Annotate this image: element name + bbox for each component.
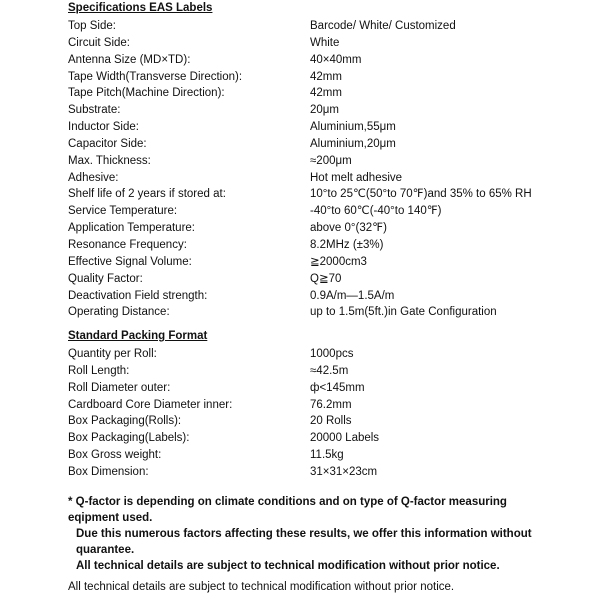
spec-row: [68, 119, 588, 136]
spec-label: Substrate:: [68, 104, 121, 117]
packing-label: Box Dimension:: [68, 465, 149, 478]
packing-label: Box Gross weight:: [68, 449, 162, 462]
packing-label: Box Packaging(Labels):: [68, 432, 190, 445]
spec-label: Antenna Size (MD×TD):: [68, 53, 191, 66]
spec-label: Effective Signal Volume:: [68, 255, 192, 268]
spec-label: Tape Width(Transverse Direction):: [68, 70, 243, 83]
spec-row: [68, 136, 588, 153]
spec-row: [68, 52, 588, 69]
spec-value: Aluminium,20μm: [310, 137, 396, 150]
spec-value: -40°to 60℃(-40°to 140℉): [310, 205, 442, 218]
packing-row: [68, 397, 588, 414]
spec-value: Barcode/ White/ Customized: [310, 20, 456, 32]
spec-label: Quality Factor:: [68, 272, 143, 285]
spec-row: [68, 85, 588, 102]
spec-value: ≧2000cm3: [310, 255, 367, 268]
spec-row: [68, 153, 588, 170]
spec-value: 8.2MHz (±3%): [310, 238, 384, 251]
packing-section-title: Standard Packing Format: [68, 330, 208, 342]
packing-row: [68, 346, 588, 363]
spec-value: 42mm: [310, 87, 342, 100]
spec-label: Tape Pitch(Machine Direction):: [68, 87, 225, 100]
spec-label: Shelf life of 2 years if stored at:: [68, 188, 226, 201]
spec-row: [68, 170, 588, 187]
packing-value: 76.2mm: [310, 398, 352, 411]
spec-label: Service Temperature:: [68, 205, 178, 218]
spec-row: [68, 35, 588, 52]
spec-row: [68, 18, 588, 35]
spec-value: 20μm: [310, 104, 339, 117]
packing-label: Box Packaging(Rolls):: [68, 415, 182, 428]
spec-value: 10°to 25℃(50°to 70℉)and 35% to 65% RH: [310, 188, 532, 201]
packing-label: Roll Length:: [68, 364, 130, 377]
q-factor-note: * Q-factor is depending on climate conditions and on type of Q-factor measuring eqipment used.: [68, 496, 507, 524]
packing-row: [68, 447, 588, 464]
spec-row: [68, 288, 588, 305]
spec-label: Operating Distance:: [68, 306, 170, 319]
spec-section-title: Specifications EAS Labels: [68, 2, 213, 14]
packing-value: 1000pcs: [310, 348, 354, 360]
spec-value: Aluminium,55μm: [310, 121, 396, 134]
spec-label: Deactivation Field strength:: [68, 289, 208, 302]
spec-label: Inductor Side:: [68, 121, 139, 134]
spec-value: 40×40mm: [310, 53, 362, 66]
spec-row: [68, 271, 588, 288]
packing-value: 31×31×23cm: [310, 465, 378, 478]
spec-label: Resonance Frequency:: [68, 238, 187, 251]
spec-label: Capacitor Side:: [68, 137, 147, 150]
spec-row: [68, 69, 588, 86]
packing-value: 20 Rolls: [310, 415, 352, 428]
technical-note: All technical details are subject to technical modification without prior notice.: [76, 560, 500, 572]
footer-note: All technical details are subject to technical modification without prior notice.: [68, 581, 455, 593]
spec-row: [68, 203, 588, 220]
spec-row: [68, 254, 588, 271]
spec-value: Hot melt adhesive: [310, 171, 403, 184]
packing-table: [68, 346, 588, 481]
spec-value: 42mm: [310, 70, 342, 83]
notes-block: [68, 494, 538, 574]
spec-row: [68, 186, 588, 203]
packing-row: [68, 413, 588, 430]
spec-label: Application Temperature:: [68, 222, 195, 235]
packing-value: 11.5kg: [310, 449, 344, 462]
spec-value: ≈200μm: [310, 154, 352, 167]
packing-value: ≈42.5m: [310, 364, 349, 377]
packing-value: ф<145mm: [310, 381, 365, 394]
spec-value: 0.9A/m—1.5A/m: [310, 289, 395, 302]
packing-value: 20000 Labels: [310, 432, 380, 445]
spec-row: [68, 304, 588, 321]
spec-value: White: [310, 36, 340, 49]
spec-row: [68, 237, 588, 254]
spec-label: Max. Thickness:: [68, 154, 151, 167]
packing-row: [68, 380, 588, 397]
packing-row: [68, 363, 588, 380]
spec-row: [68, 220, 588, 237]
spec-label: Top Side:: [68, 20, 116, 32]
packing-label: Quantity per Roll:: [68, 348, 157, 360]
spec-label: Adhesive:: [68, 171, 119, 184]
spec-value: Q≧70: [310, 272, 342, 285]
packing-label: Roll Diameter outer:: [68, 381, 171, 394]
packing-row: [68, 464, 588, 481]
spec-value: up to 1.5m(5ft.)in Gate Configuration: [310, 306, 497, 319]
spec-row: [68, 102, 588, 119]
packing-row: [68, 430, 588, 447]
packing-label: Cardboard Core Diameter inner:: [68, 398, 233, 411]
spec-value: above 0°(32℉): [310, 222, 387, 235]
factors-note: Due this numerous factors affecting these results, we offer this information without quarantee.: [76, 528, 532, 556]
spec-label: Circuit Side:: [68, 36, 130, 49]
spec-table: [68, 18, 588, 321]
